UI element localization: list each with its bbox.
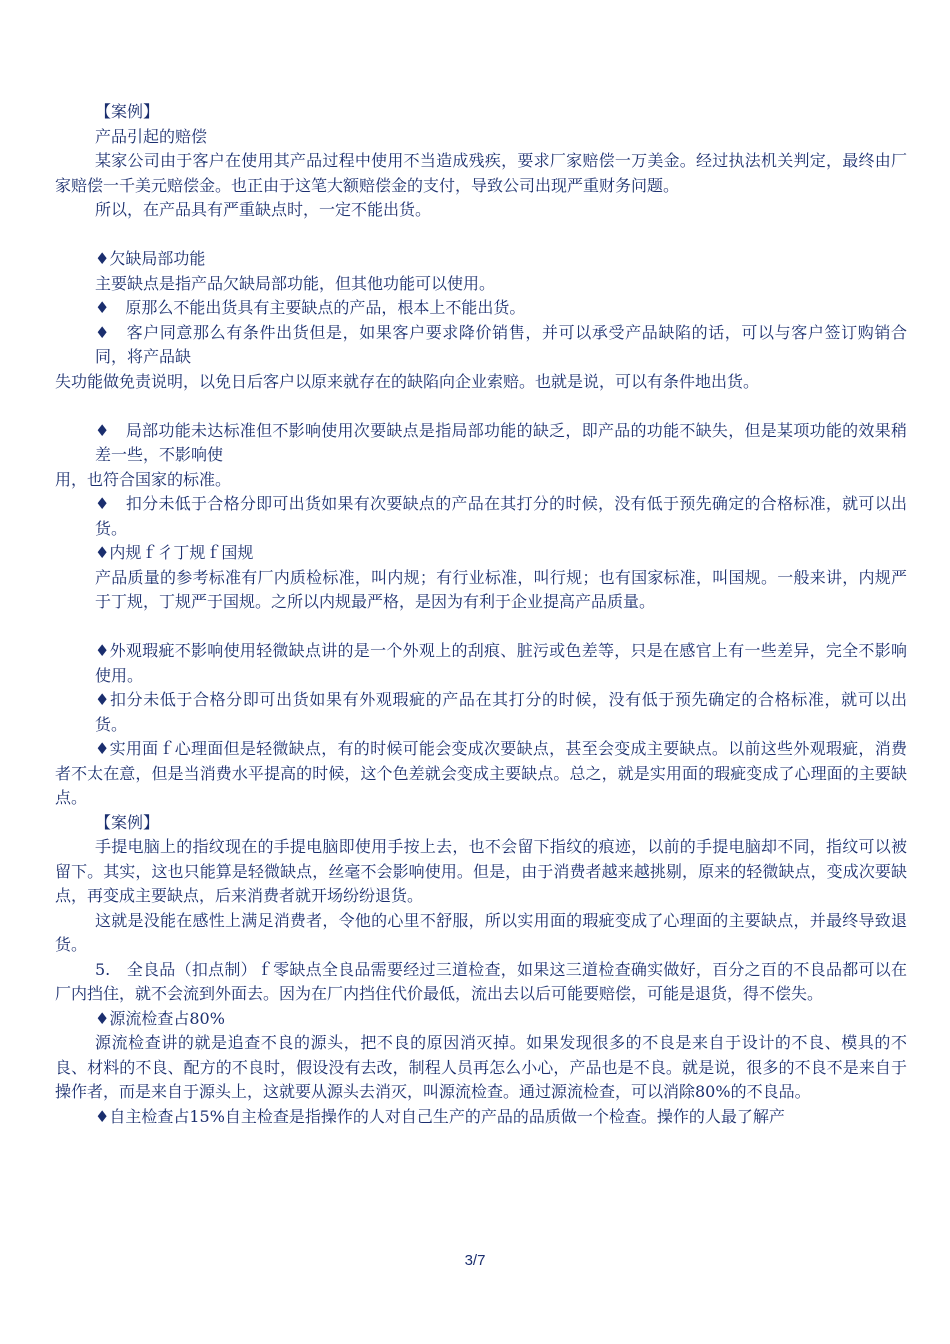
bullet-item: ♦ 客户同意那么有条件出货但是，如果客户要求降价销售，并可以承受产品缺陷的话，可以与客户签订购销合同，将产品缺: [95, 322, 907, 366]
document-body: [55, 100, 907, 1129]
section-heading: ♦源流检查占80%: [95, 1008, 225, 1028]
paragraph: 主要缺点是指产品欠缺局部功能，但其他功能可以使用。: [95, 273, 496, 293]
numbered-paragraph: 5. 全良品（扣点制）ｆ零缺点全良品需要经过三道检查，如果这三道检查确实做好，百分之百的不良品都可以在厂内挡住，就不会流到外面去。因为在厂内挡住代价最低，流出去以后可能要赔偿，可能是退货，得不偿失。: [55, 959, 907, 1003]
bullet-item: ♦自主检查占15%自主检查是指操作的人对自己生产的产品的品质做一个检查。操作的人最了解产: [95, 1106, 785, 1126]
paragraph: 某家公司由于客户在使用其产品过程中使用不当造成残疾，要求厂家赔偿一万美金。经过执法机关判定，最终由厂家赔偿一千美元赔偿金。也正由于这笔大额赔偿金的支付，导致公司出现严重财务问题。: [55, 151, 907, 195]
case-title: 产品引起的赔偿: [95, 126, 208, 146]
bullet-item: ♦ 原那么不能出货具有主要缺点的产品，根本上不能出货。: [95, 298, 526, 317]
bullet-item: ♦扣分未低于合格分即可出货如果有外观瑕疵的产品在其打分的时候，没有低于预先确定的合格标准，就可以出货。: [95, 690, 907, 734]
page-number: 3/7: [464, 1252, 486, 1269]
paragraph: 手提电脑上的指纹现在的手提电脑即使用手按上去，也不会留下指纹的痕迹，以前的手提电脑却不同，指纹可以被留下。其实，这也只能算是轻微缺点，丝毫不会影响使用。但是，由于消费者越来越挑剔，原来的轻微缺点，变成次要缺点，再变成主要缺点，后来消费者就开场纷纷退货。: [55, 837, 907, 905]
paragraph: 用，也符合国家的标准。: [55, 469, 232, 489]
spacer: [55, 615, 907, 640]
bullet-item: ♦实用面ｆ心理面但是轻微缺点，有的时候可能会变成次要缺点，甚至会变成主要缺点。以前这些外观瑕疵，消费者不太在意，但是当消费水平提高的时候，这个色差就会变成主要缺点。总之，就是实用面的瑕疵变成了心理面的主要缺点。: [55, 739, 907, 807]
paragraph: 源流检查讲的就是追查不良的源头，把不良的原因消灭掉。如果发现很多的不良是来自于设计的不良、模具的不良、材料的不良、配方的不良时，假设没有去改，制程人员再怎么小心，产品也是不良。就是说，很多的不良不是来自于操作者，而是来自于源头上，这就要从源头去消灭，叫源流检查。通过源流检查，可以消除80%的不良品。: [55, 1033, 907, 1101]
case-heading: 【案例】: [95, 102, 160, 121]
section-heading: ♦内规ｆ彳丁规ｆ国规: [95, 543, 254, 562]
spacer: [55, 394, 907, 419]
paragraph: 这就是没能在感性上满足消费者，令他的心里不舒服，所以实用面的瑕疵变成了心理面的主要缺点，并最终导致退货。: [55, 910, 907, 954]
case-heading: 【案例】: [95, 812, 160, 832]
section-heading: ♦欠缺局部功能: [95, 249, 206, 268]
paragraph: 所以，在产品具有严重缺点时，一定不能出货。: [95, 200, 432, 219]
bullet-item: ♦ 局部功能未达标准但不影响使用次要缺点是指局部功能的缺乏，即产品的功能不缺失，但是某项功能的效果稍差一些，不影响使: [95, 420, 907, 464]
bullet-item: ♦外观瑕疵不影响使用轻微缺点讲的是一个外观上的刮痕、脏污或色差等，只是在感官上有一些差异，完全不影响使用。: [95, 641, 907, 685]
paragraph: 失功能做免责说明，以免日后客户以原来就存在的缺陷向企业索赔。也就是说，可以有条件地出货。: [55, 371, 760, 391]
paragraph: 产品质量的参考标准有厂内质检标准，叫内规；有行业标准，叫行规；也有国家标准，叫国规。一般来讲，内规严于丁规，丁规严于国规。之所以内规最严格，是因为有利于企业提高产品质量。: [95, 567, 907, 611]
bullet-item: ♦ 扣分未低于合格分即可出货如果有次要缺点的产品在其打分的时候，没有低于预先确定的合格标准，就可以出货。: [95, 494, 907, 538]
spacer: [55, 223, 907, 248]
